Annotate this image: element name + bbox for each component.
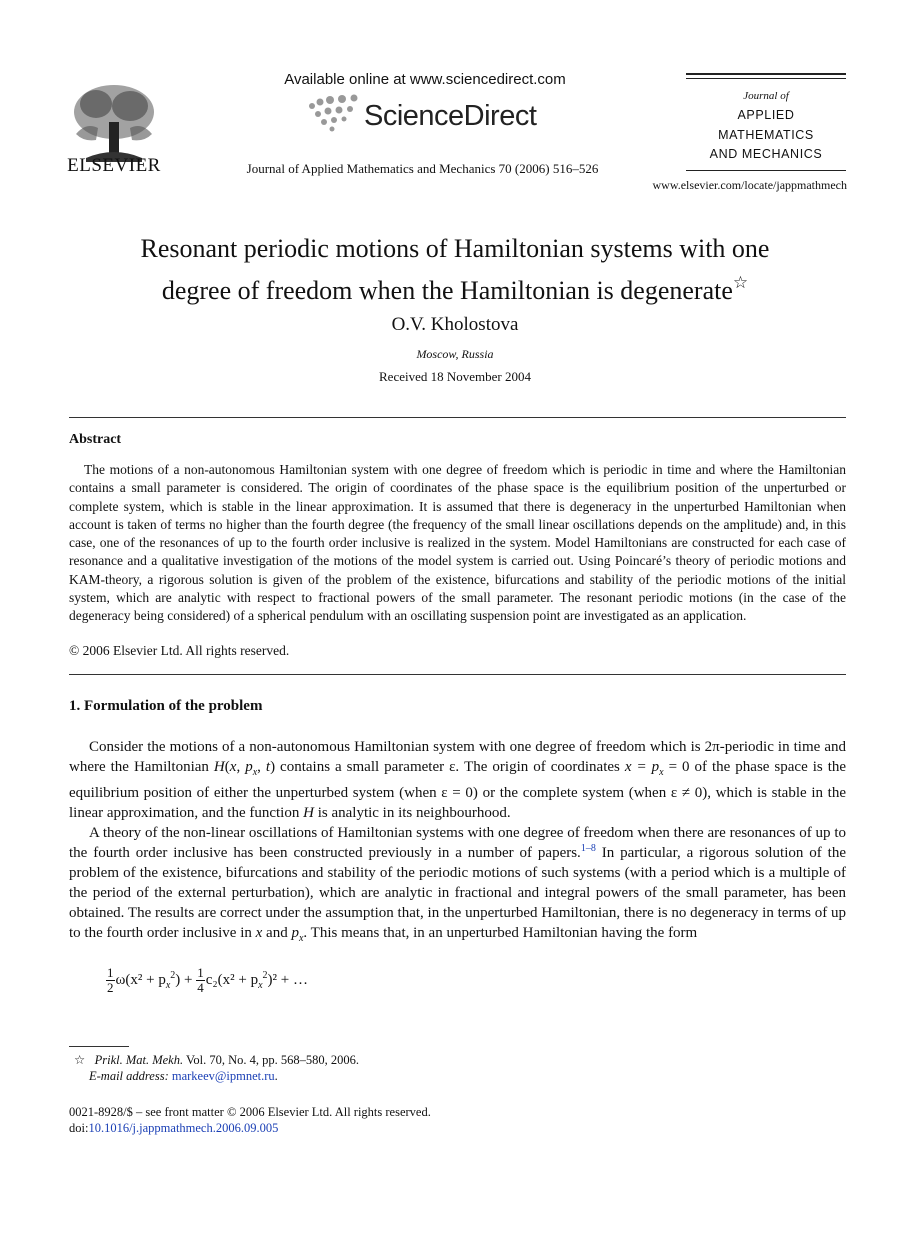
affiliation: Moscow, Russia	[416, 347, 494, 361]
fraction: $\frac{1}{2}$	[107, 965, 114, 995]
paragraph: A theory of the non-linear oscillations of Hamiltonian systems with one degree of freedom when there are resonances of up to the fourth order inclusive has been constructed previously in a number of papers.$^{1-8}$ In particular, a rigorous solution of the problem of the existence, bifurcations and stability of the periodic motions of such systems (with a period which is a multiple of the period of the external perturbation), which are analytic in fractional and integral powers of the small parameter, has been obtained. The results are correct under the assumption that, in the unperturbed Hamiltonian, there is no degeneracy in terms of up to the fourth order inclusive in x and $p_x$. This means that, in an unperturbed Hamiltonian having the form	[69, 825, 846, 944]
title-line: degree of freedom when the Hamiltonian is degenerate☆	[161, 273, 749, 305]
paragraph: Consider the motions of a non-autonomous Hamiltonian system with one degree of freedom which is 2π-periodic in time and where the Hamiltonian H(x, $p_x$, t) contains a small parameter ε. The origin of coordinates $x = p_x = 0$ of the phase space is the equilibrium position of either the unperturbed system (when ε = 0) or the complete system (when ε ≠ 0), which is stable in the linear approximation, and the function H is analytic in its neighbourhood.	[69, 739, 847, 821]
sciencedirect-logo-text: ScienceDirect	[364, 100, 537, 132]
footnote-rule	[69, 1046, 129, 1047]
journal-box-title	[686, 106, 846, 165]
available-online-line: Available online at www.sciencedirect.com	[284, 71, 566, 88]
journal-box-rule	[686, 78, 846, 79]
footnote-source: ☆ Prikl. Mat. Mekh. Vol. 70, No. 4, pp. 568–580, 2006.	[74, 1053, 360, 1067]
abstract-paragraph: The motions of a non-autonomous Hamiltonian system with one degree of freedom which is periodic in time and where the Hamiltonian contains a small parameter is considered. The origin of coordinates of the phase space is the equilibrium position of the unperturbed or complete system, which is stable in the linear approximation. It is assumed that there is degeneracy in the unperturbed Hamiltonian when account is taken of terms no higher than the fourth degree (the frequency of the small linear oscillations depends on the amplitude) and, in this case, one of the resonances of up to the fourth order inclusive is realized in the system. Model Hamiltonians are constructed for each case of resonance and a qualitative investigation of the motions of the model system is carried out. Using Poincaré’s theory of periodic motions and KAM-theory, a rigorous solution is given of the problem of the existence, bifurcations and stability of the periodic motions of the initial system, which are analytic with respect to fractional powers of the small parameter. The resonant periodic motions (in the case of the degeneracy being considered) of a spherical pendulum with an oscillating suspension point are investigated as an application.	[69, 462, 846, 624]
journal-box-rule	[686, 170, 846, 171]
reference-link[interactable]: 1–8	[580, 843, 596, 854]
article-title	[60, 232, 850, 308]
journal-box-of: Journal of	[743, 90, 789, 102]
author-name[interactable]: O.V. Kholostova	[391, 314, 519, 335]
abstract-heading: Abstract	[69, 432, 122, 447]
journal-box-line: MATHEMATICS	[718, 127, 814, 142]
issn-line: 0021-8928/$ – see front matter © 2006 Elsevier Ltd. All rights reserved.	[69, 1105, 431, 1119]
abstract-body	[69, 461, 846, 626]
journal-box-rule	[686, 73, 846, 75]
title-footnote-star-icon[interactable]: ☆	[732, 273, 749, 292]
email-link[interactable]: markeev@ipmnet.ru	[171, 1069, 275, 1083]
journal-box-line: AND MECHANICS	[709, 147, 823, 161]
received-date: Received 18 November 2004	[379, 369, 531, 384]
equation: $\frac{1}{2}$ $\omega(x^2 + p_x^2)$ + $\frac{1}{4}$ $c_2(x^2 + p_x^2)^2$ + …	[107, 965, 308, 995]
abstract-copyright: © 2006 Elsevier Ltd. All rights reserved.	[69, 643, 290, 658]
journal-box-line: APPLIED	[737, 108, 795, 122]
divider	[69, 674, 846, 675]
doi-line: doi:10.1016/j.jappmathmech.2006.09.005	[69, 1121, 279, 1135]
doi-link[interactable]: 10.1016/j.jappmathmech.2006.09.005	[88, 1121, 279, 1135]
journal-citation: Journal of Applied Mathematics and Mechanics 70 (2006) 516–526	[246, 161, 599, 176]
section-heading: 1. Formulation of the problem	[69, 698, 263, 714]
footnote-email: E-mail address: markeev@ipmnet.ru.	[89, 1069, 278, 1083]
section-body	[69, 737, 846, 949]
sciencedirect-dots-icon	[304, 92, 364, 132]
fraction: $\frac{1}{4}$	[197, 965, 204, 995]
journal-url-link[interactable]: www.elsevier.com/locate/jappmathmech	[652, 178, 847, 192]
title-line: Resonant periodic motions of Hamiltonian systems with one	[140, 234, 770, 263]
divider	[69, 417, 846, 418]
elsevier-wordmark: ELSEVIER	[67, 155, 161, 176]
footnote-star-icon: ☆	[74, 1053, 86, 1067]
